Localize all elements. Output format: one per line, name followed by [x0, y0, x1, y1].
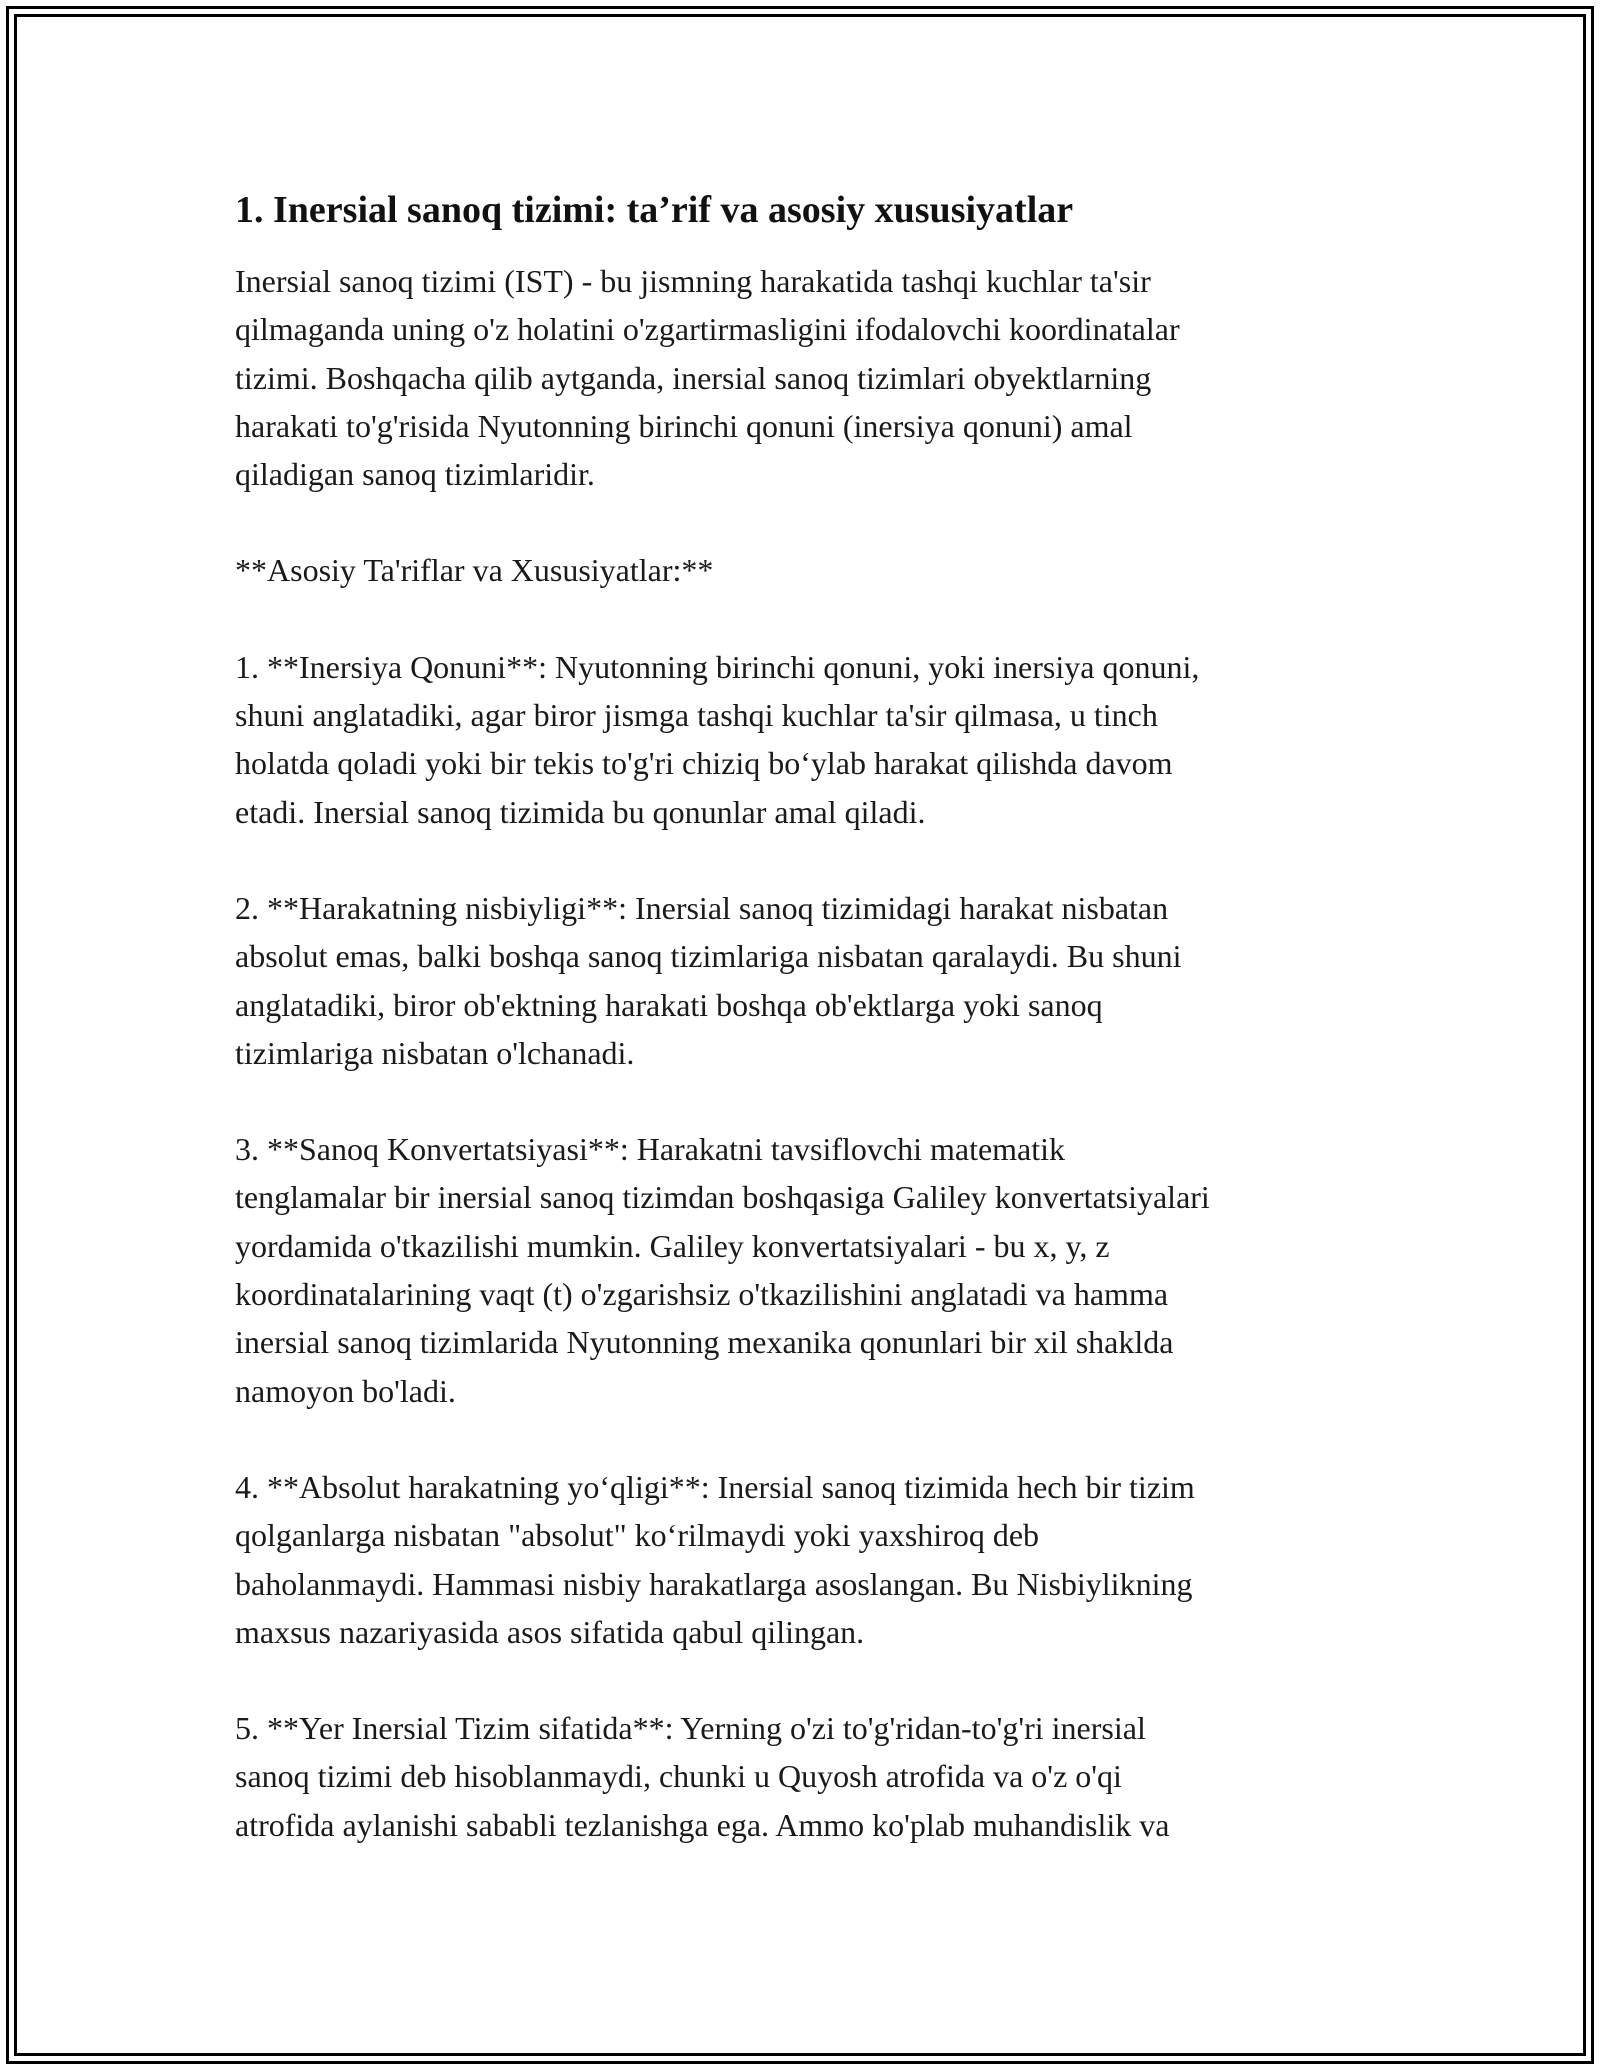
- text-line: qiladigan sanoq tizimlaridir.: [235, 456, 595, 493]
- text-line: 2. **Harakatning nisbiyligi**: Inersial sanoq tizimidagi harakat nisbatan: [235, 889, 1169, 926]
- text-line: harakati to'g'risida Nyutonning birinchi qonuni (inersiya qonuni) amal: [235, 407, 1133, 444]
- text-line: inersial sanoq tizimlarida Nyutonning mexanika qonunlari bir xil shaklda: [235, 1324, 1174, 1361]
- text-line: absolut emas, balki boshqa sanoq tizimlariga nisbatan qaralaydi. Bu shuni: [235, 938, 1182, 975]
- text-line: sanoq tizimi deb hisoblanmaydi, chunki u Quyosh atrofida va o'z o'qi: [235, 1758, 1122, 1795]
- text-line: tizimi. Boshqacha qilib aytganda, inersial sanoq tizimlari obyektlarning: [235, 359, 1152, 396]
- text-line: etadi. Inersial sanoq tizimida bu qonunlar amal qiladi.: [235, 793, 926, 830]
- document-body: [235, 185, 1365, 1897]
- text-line: shuni anglatadiki, agar biror jismga tashqi kuchlar ta'sir qilmasa, u tinch: [235, 697, 1158, 734]
- paragraph-item-2: [235, 884, 1365, 1077]
- text-line: **Asosiy Ta'riflar va Xususiyatlar:**: [235, 552, 714, 589]
- text-line: koordinatalarining vaqt (t) o'zgarishsiz o'tkazilishini anglatadi va hamma: [235, 1276, 1169, 1313]
- text-line: maxsus nazariyasida asos sifatida qabul qilingan.: [235, 1613, 865, 1650]
- text-line: 3. **Sanoq Konvertatsiyasi**: Harakatni tavsiflovchi matematik: [235, 1131, 1066, 1168]
- text-line: tenglamalar bir inersial sanoq tizimdan boshqasiga Galiley konvertatsiyalari: [235, 1179, 1210, 1216]
- text-line: 4. **Absolut harakatning yo‘qligi**: Inersial sanoq tizimida hech bir tizim: [235, 1468, 1195, 1505]
- paragraph-item-1: [235, 643, 1365, 836]
- text-line: baholanmaydi. Hammasi nisbiy harakatlarga asoslangan. Bu Nisbiylikning: [235, 1565, 1193, 1602]
- text-line: holatda qoladi yoki bir tekis to'g'ri chiziq bo‘ylab harakat qilishda davom: [235, 745, 1173, 782]
- paragraph-item-5: [235, 1704, 1365, 1849]
- text-line: namoyon bo'ladi.: [235, 1372, 456, 1409]
- text-line: qolganlarga nisbatan "absolut" ko‘rilmaydi yoki yaxshiroq deb: [235, 1517, 1040, 1554]
- text-line: atrofida aylanishi sababli tezlanishga ega. Ammo ko'plab muhandislik va: [235, 1806, 1170, 1843]
- text-line: qilmaganda uning o'z holatini o'zgartirmasligini ifodalovchi koordinatalar: [235, 311, 1180, 348]
- paragraph-intro: [235, 257, 1365, 498]
- text-line: tizimlariga nisbatan o'lchanadi.: [235, 1034, 635, 1071]
- paragraph-item-4: [235, 1463, 1365, 1656]
- paragraph-item-3: [235, 1125, 1365, 1415]
- text-line: 5. **Yer Inersial Tizim sifatida**: Yerning o'zi to'g'ridan-to'g'ri inersial: [235, 1710, 1146, 1747]
- text-line: Inersial sanoq tizimi (IST) - bu jismning harakatida tashqi kuchlar ta'sir: [235, 263, 1151, 299]
- section-heading: 1. Inersial sanoq tizimi: ta’rif va asosiy xususiyatlar: [235, 189, 1074, 231]
- paragraph-subheading: [235, 546, 1365, 594]
- text-line: yordamida o'tkazilishi mumkin. Galiley konvertatsiyalari - bu x, y, z: [235, 1227, 1110, 1264]
- text-line: anglatadiki, biror ob'ektning harakati boshqa ob'ektlarga yoki sanoq: [235, 986, 1103, 1023]
- text-line: 1. **Inersiya Qonuni**: Nyutonning birinchi qonuni, yoki inersiya qonuni,: [235, 648, 1200, 685]
